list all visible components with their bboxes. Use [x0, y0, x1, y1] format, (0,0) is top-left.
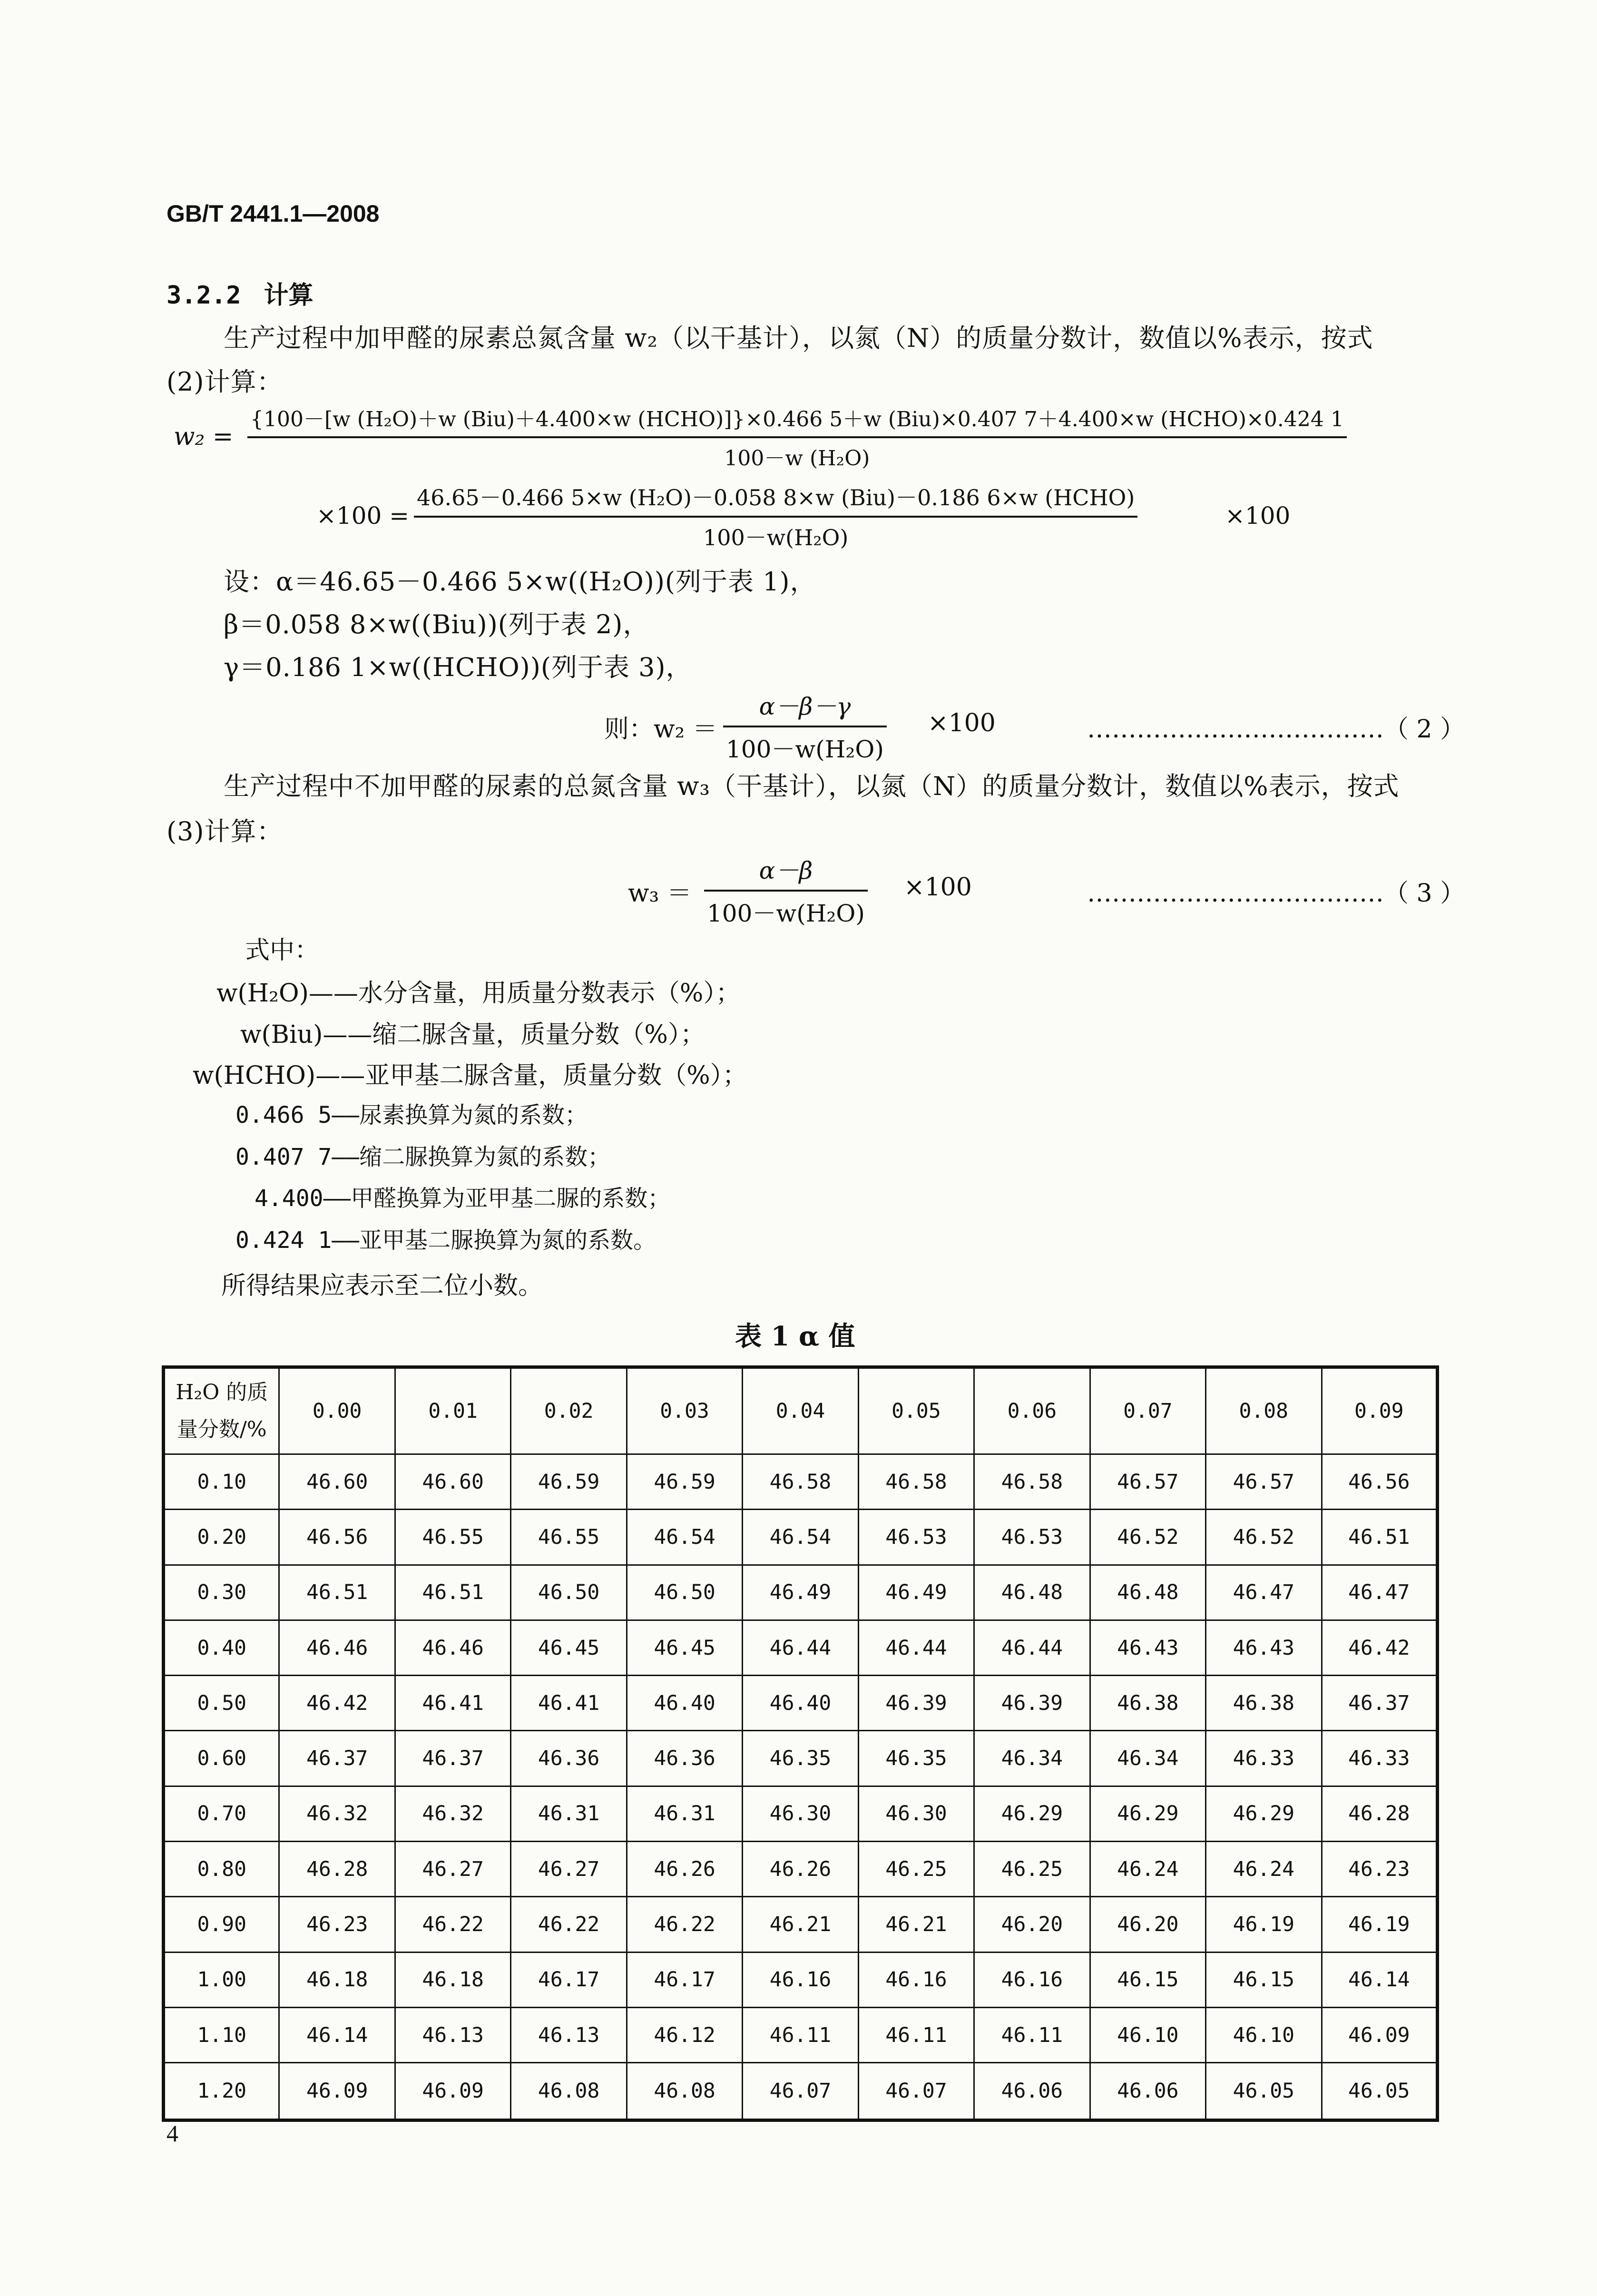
table-cell: 46.16	[743, 1952, 858, 2007]
table-cell: 46.35	[858, 1731, 974, 1786]
table-cell: 46.16	[974, 1952, 1090, 2007]
row-label: 0.30	[164, 1565, 279, 1620]
table-cell: 46.58	[858, 1454, 974, 1510]
para2-line2: (3)计算：	[167, 816, 283, 846]
table-cell: 46.58	[743, 1454, 858, 1510]
formula-main-lhs: w₂ =	[174, 422, 234, 451]
table-cell: 46.17	[511, 1952, 627, 2007]
table-cell: 46.31	[511, 1786, 627, 1841]
formula3-eq-number: ………………………………（ 3 ）	[1087, 879, 1465, 908]
table-cell: 46.19	[1322, 1897, 1437, 1952]
let-gamma: γ＝0.186 1×w((HCHO))(列于表 3)，	[224, 652, 692, 682]
section-heading	[167, 275, 314, 311]
table-cell: 46.28	[279, 1842, 395, 1897]
table-cell: 46.52	[1090, 1510, 1205, 1565]
column-header: 0.06	[974, 1367, 1090, 1454]
table-row	[164, 1676, 1438, 1731]
table-cell: 46.44	[858, 1620, 974, 1675]
table-cell: 46.30	[858, 1786, 974, 1841]
table-cell: 46.49	[743, 1565, 858, 1620]
table-cell: 46.20	[1090, 1897, 1205, 1952]
table-cell: 46.18	[279, 1952, 395, 2007]
table-cell: 46.26	[743, 1842, 858, 1897]
formula-main-denominator2: 100－w(H₂O)	[414, 516, 1137, 552]
formula-main-times-prefix: ×100 =	[316, 502, 410, 530]
table-cell: 46.22	[395, 1897, 510, 1952]
table-cell: 46.40	[627, 1676, 742, 1731]
table1-caption: 表 1 α 值	[735, 1321, 855, 1352]
table-cell: 46.14	[279, 2007, 395, 2062]
corner-header-line1: H₂O 的质	[176, 1380, 268, 1404]
table-cell: 46.39	[974, 1676, 1090, 1731]
table-row	[164, 1952, 1438, 2007]
column-header: 0.07	[1090, 1367, 1205, 1454]
formula-main-times-suffix: ×100	[1225, 502, 1291, 530]
table-cell: 46.23	[1322, 1842, 1437, 1897]
table-cell: 46.55	[511, 1510, 627, 1565]
formula-main-fraction	[247, 402, 1347, 471]
table-cell: 46.51	[395, 1565, 510, 1620]
table-cell: 46.06	[1090, 2063, 1205, 2120]
table-cell: 46.38	[1206, 1676, 1322, 1731]
table-cell: 46.11	[858, 2007, 974, 2062]
table-cell: 46.36	[627, 1731, 742, 1786]
column-header: 0.02	[511, 1367, 627, 1454]
table-cell: 46.47	[1322, 1565, 1437, 1620]
table-cell: 46.22	[511, 1897, 627, 1952]
table-cell: 46.21	[743, 1897, 858, 1952]
table-cell: 46.23	[279, 1897, 395, 1952]
table-row	[164, 1454, 1438, 1510]
table-cell: 46.09	[395, 2063, 510, 2120]
para1-line1: 生产过程中加甲醛的尿素总氮含量 w₂（以干基计），以氮（N）的质量分数计，数值以%表示，按式	[224, 323, 1373, 353]
table-cell: 46.41	[395, 1676, 510, 1731]
table-cell: 46.50	[511, 1565, 627, 1620]
table-cell: 46.44	[743, 1620, 858, 1675]
row-label: 0.10	[164, 1454, 279, 1510]
definition-item: w(HCHO)——亚甲基二脲含量，质量分数（%）；	[193, 1061, 747, 1090]
table-cell: 46.35	[743, 1731, 858, 1786]
standard-id: GB/T 2441.1—2008	[167, 200, 380, 227]
table-cell: 46.56	[279, 1510, 395, 1565]
table-cell: 46.45	[511, 1620, 627, 1675]
alpha-value-table	[162, 1365, 1439, 2122]
table-cell: 46.11	[743, 2007, 858, 2062]
table-cell: 46.44	[974, 1620, 1090, 1675]
let-beta: β＝0.058 8×w((Biu))(列于表 2)，	[224, 609, 649, 639]
table-cell: 46.53	[858, 1510, 974, 1565]
table-cell: 46.27	[511, 1842, 627, 1897]
table-cell: 46.59	[627, 1454, 742, 1510]
table-cell: 46.31	[627, 1786, 742, 1841]
table-cell: 46.13	[511, 2007, 627, 2062]
table-cell: 46.42	[279, 1676, 395, 1731]
section-number: 3.2.2	[167, 281, 241, 310]
table-cell: 46.17	[627, 1952, 742, 2007]
table-cell: 46.57	[1206, 1454, 1322, 1510]
table-cell: 46.12	[627, 2007, 742, 2062]
table-cell: 46.10	[1206, 2007, 1322, 2062]
column-header: 0.08	[1206, 1367, 1322, 1454]
row-label: 0.50	[164, 1676, 279, 1731]
table-cell: 46.56	[1322, 1454, 1437, 1510]
table-cell: 46.28	[1322, 1786, 1437, 1841]
formula-main-numerator: {100－[w (H₂O)＋w (Biu)＋4.400×w (HCHO)]}×0.466 5＋w (Biu)×0.407 7＋4.400×w (HCHO)×0.424 1	[250, 407, 1344, 432]
table-cell: 46.24	[1090, 1842, 1205, 1897]
table-cell: 46.54	[743, 1510, 858, 1565]
formula3-numerator: α－β	[759, 857, 813, 884]
row-label: 1.20	[164, 2063, 279, 2120]
table-row	[164, 1510, 1438, 1565]
formula-main-denominator: 100－w (H₂O)	[247, 436, 1347, 471]
table-cell: 46.60	[279, 1454, 395, 1510]
table-cell: 46.40	[743, 1676, 858, 1731]
table-cell: 46.34	[1090, 1731, 1205, 1786]
table-cell: 46.10	[1090, 2007, 1205, 2062]
formula2-denominator: 100－w(H₂O)	[723, 726, 887, 765]
table-header-row	[164, 1367, 1438, 1454]
table-cell: 46.32	[279, 1786, 395, 1841]
table-cell: 46.25	[858, 1842, 974, 1897]
table-cell: 46.14	[1322, 1952, 1437, 2007]
table-cell: 46.13	[395, 2007, 510, 2062]
table-cell: 46.39	[858, 1676, 974, 1731]
table-row	[164, 2063, 1438, 2120]
row-label: 0.80	[164, 1842, 279, 1897]
table-cell: 46.05	[1206, 2063, 1322, 2120]
definition-item: w(H₂O)——水分含量，用质量分数表示（%）；	[216, 979, 741, 1008]
formula2-numerator: α－β－γ	[759, 693, 851, 720]
table-cell: 46.51	[1322, 1510, 1437, 1565]
section-title: 计算	[264, 281, 314, 310]
row-label: 0.90	[164, 1897, 279, 1952]
para1-line2: (2)计算：	[167, 367, 283, 397]
definition-item: w(Biu)——缩二脲含量，质量分数（%）；	[240, 1020, 705, 1049]
formula3-denominator: 100－w(H₂O)	[704, 890, 868, 929]
formula-main-fraction2	[414, 481, 1137, 552]
definition-item: 0.466 5——尿素换算为氮的系数；	[235, 1102, 588, 1128]
table-cell: 46.05	[1322, 2063, 1437, 2120]
definition-item: 0.424 1——亚甲基二脲换算为氮的系数。	[235, 1227, 656, 1254]
formula-main-numerator2: 46.65－0.466 5×w (H₂O)－0.058 8×w (Biu)－0.186 6×w (HCHO)	[417, 485, 1135, 510]
table-cell: 46.29	[1090, 1786, 1205, 1841]
table-cell: 46.26	[627, 1842, 742, 1897]
column-header: 0.04	[743, 1367, 858, 1454]
table-cell: 46.18	[395, 1952, 510, 2007]
table-cell: 46.43	[1090, 1620, 1205, 1675]
table-cell: 46.21	[858, 1897, 974, 1952]
row-label: 1.00	[164, 1952, 279, 2007]
column-header: 0.05	[858, 1367, 974, 1454]
table-cell: 46.58	[974, 1454, 1090, 1510]
table-cell: 46.33	[1322, 1731, 1437, 1786]
table-cell: 46.50	[627, 1565, 742, 1620]
formula3-lhs: w₃ ＝	[628, 879, 692, 908]
table-cell: 46.54	[627, 1510, 742, 1565]
column-header: 0.03	[627, 1367, 742, 1454]
table-cell: 46.06	[974, 2063, 1090, 2120]
table-cell: 46.16	[858, 1952, 974, 2007]
table-body	[164, 1454, 1438, 2120]
table-cell: 46.22	[627, 1897, 742, 1952]
table-cell: 46.37	[395, 1731, 510, 1786]
formula2-fraction	[723, 687, 887, 765]
table-cell: 46.32	[395, 1786, 510, 1841]
table-cell: 46.33	[1206, 1731, 1322, 1786]
table-cell: 46.15	[1206, 1952, 1322, 2007]
formula2-lhs: 则：w₂ ＝	[604, 715, 717, 744]
table-row	[164, 1842, 1438, 1897]
row-label: 0.70	[164, 1786, 279, 1841]
table-cell: 46.20	[974, 1897, 1090, 1952]
table-cell: 46.42	[1322, 1620, 1437, 1675]
let-alpha: 设：α＝46.65－0.466 5×w((H₂O))(列于表 1)，	[224, 567, 816, 597]
formula2-suffix: ×100	[928, 709, 996, 737]
table-cell: 46.11	[974, 2007, 1090, 2062]
table-cell: 46.07	[858, 2063, 974, 2120]
table-cell: 46.48	[1090, 1565, 1205, 1620]
table-cell: 46.45	[627, 1620, 742, 1675]
table-row	[164, 1897, 1438, 1952]
table-cell: 46.08	[511, 2063, 627, 2120]
column-header: 0.01	[395, 1367, 510, 1454]
table-row	[164, 2007, 1438, 2062]
table-cell: 46.37	[279, 1731, 395, 1786]
table-cell: 46.57	[1090, 1454, 1205, 1510]
result-precision-note: 所得结果应表示至二位小数。	[221, 1272, 543, 1300]
row-label: 0.20	[164, 1510, 279, 1565]
table-cell: 46.09	[279, 2063, 395, 2120]
table-cell: 46.25	[974, 1842, 1090, 1897]
table-cell: 46.46	[279, 1620, 395, 1675]
table-cell: 46.34	[974, 1731, 1090, 1786]
table-row	[164, 1731, 1438, 1786]
column-header: 0.09	[1322, 1367, 1437, 1454]
table-cell: 46.55	[395, 1510, 510, 1565]
table-cell: 46.36	[511, 1731, 627, 1786]
table-row	[164, 1786, 1438, 1841]
table-cell: 46.15	[1090, 1952, 1205, 2007]
table-cell: 46.48	[974, 1565, 1090, 1620]
table-row	[164, 1565, 1438, 1620]
corner-header-line2: 量分数/%	[176, 1417, 267, 1442]
where-heading: 式中：	[245, 936, 320, 965]
table-cell: 46.29	[1206, 1786, 1322, 1841]
table-cell: 46.07	[743, 2063, 858, 2120]
table-cell: 46.59	[511, 1454, 627, 1510]
row-label: 0.60	[164, 1731, 279, 1786]
table-cell: 46.53	[974, 1510, 1090, 1565]
row-label: 0.40	[164, 1620, 279, 1675]
page-number: 4	[167, 2120, 178, 2147]
table-cell: 46.27	[395, 1842, 510, 1897]
table-cell: 46.29	[974, 1786, 1090, 1841]
formula3-fraction	[704, 852, 868, 929]
table-cell: 46.08	[627, 2063, 742, 2120]
table-cell: 46.51	[279, 1565, 395, 1620]
corner-header	[164, 1367, 279, 1454]
table-cell: 46.52	[1206, 1510, 1322, 1565]
row-label: 1.10	[164, 2007, 279, 2062]
definition-item: 4.400——甲醛换算为亚甲基二脲的系数；	[255, 1185, 671, 1212]
table-cell: 46.37	[1322, 1676, 1437, 1731]
formula3-suffix: ×100	[904, 873, 972, 902]
table-row	[164, 1620, 1438, 1675]
table-cell: 46.19	[1206, 1897, 1322, 1952]
table-cell: 46.47	[1206, 1565, 1322, 1620]
table-cell: 46.30	[743, 1786, 858, 1841]
table-cell: 46.09	[1322, 2007, 1437, 2062]
column-header: 0.00	[279, 1367, 395, 1454]
para2-line1: 生产过程中不加甲醛的尿素的总氮含量 w₃（干基计），以氮（N）的质量分数计，数值以%表示，按式	[224, 771, 1400, 801]
table-cell: 46.46	[395, 1620, 510, 1675]
table-cell: 46.49	[858, 1565, 974, 1620]
table-cell: 46.24	[1206, 1842, 1322, 1897]
definition-item: 0.407 7——缩二脲换算为氮的系数；	[235, 1144, 611, 1170]
table-cell: 46.43	[1206, 1620, 1322, 1675]
table-cell: 46.60	[395, 1454, 510, 1510]
table-cell: 46.38	[1090, 1676, 1205, 1731]
formula2-eq-number: ………………………………（ 2 ）	[1087, 715, 1465, 744]
table-cell: 46.41	[511, 1676, 627, 1731]
